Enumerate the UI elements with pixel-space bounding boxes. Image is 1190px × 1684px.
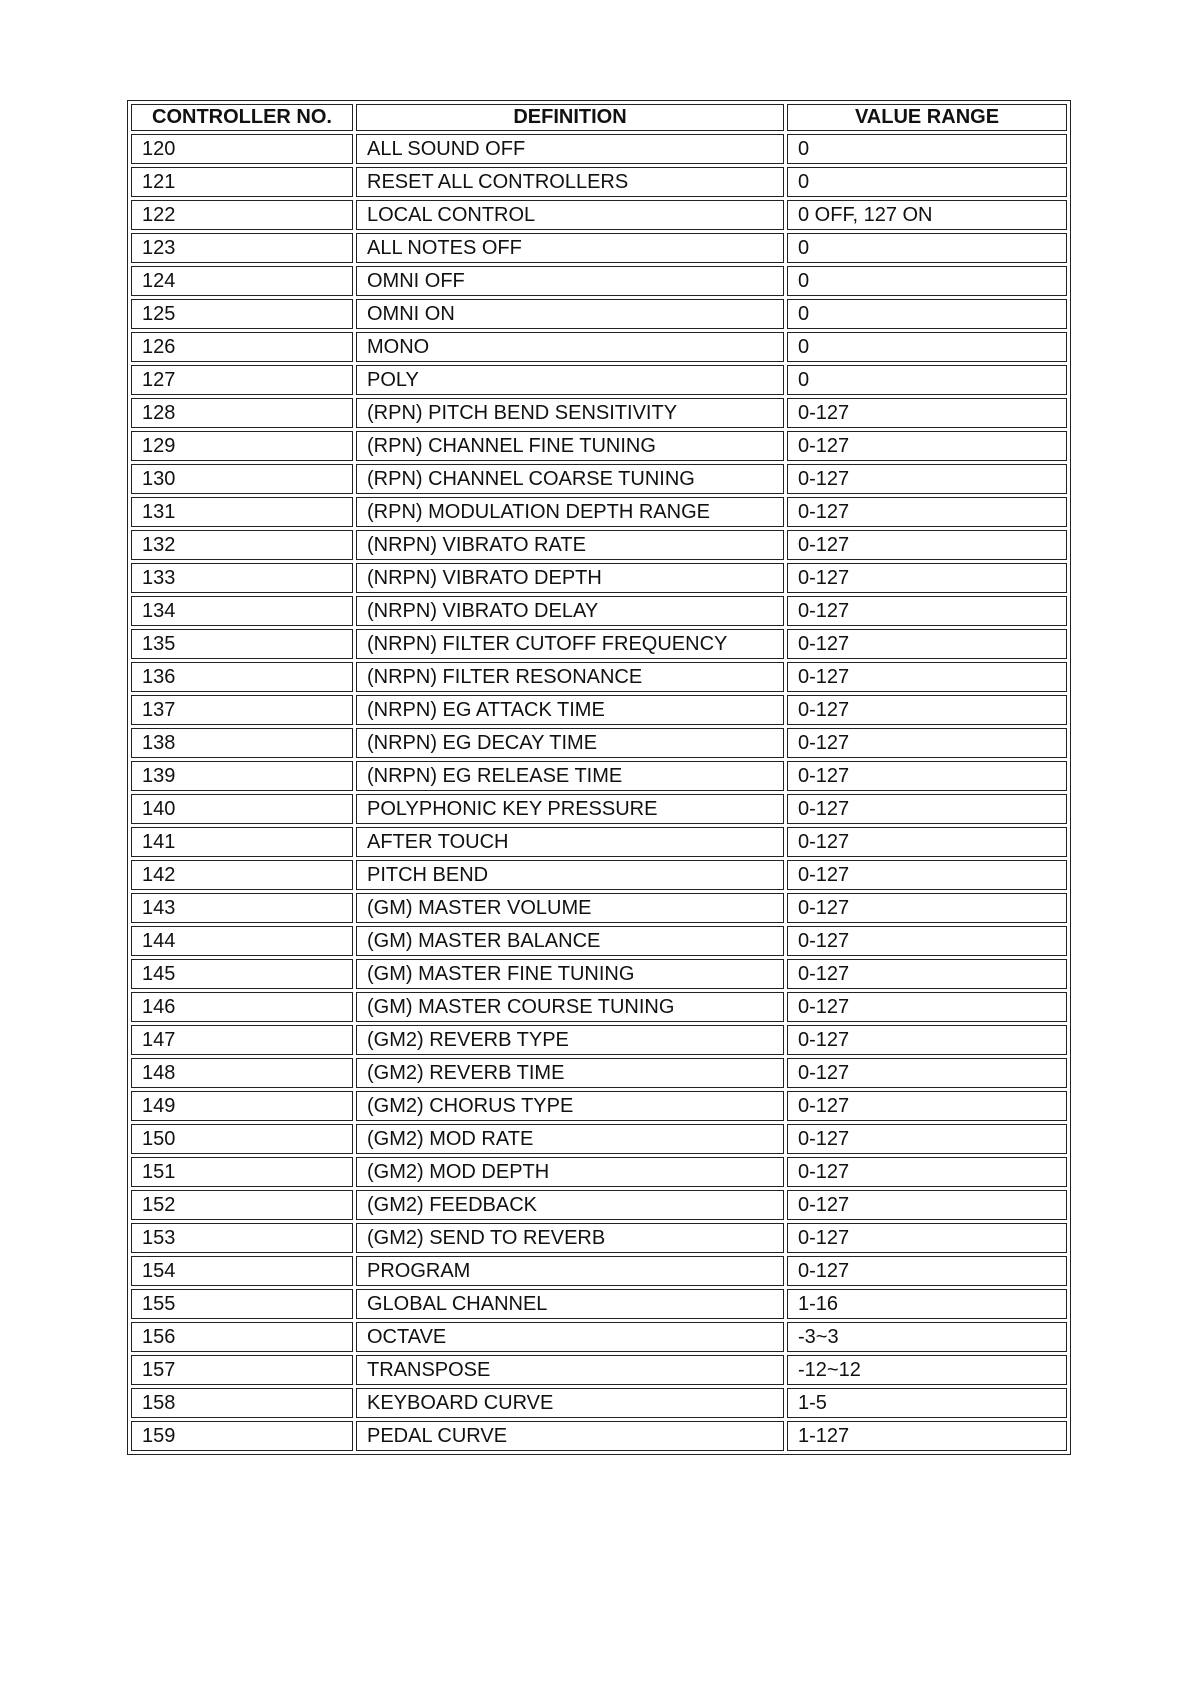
value-range-cell: 0-127	[787, 398, 1067, 428]
value-range-cell: -3~3	[787, 1322, 1067, 1352]
value-range-cell: 0	[787, 365, 1067, 395]
table-row	[131, 266, 1067, 296]
controller-no-cell: 140	[131, 794, 353, 824]
controller-no-cell: 144	[131, 926, 353, 956]
value-range-cell: 0-127	[787, 497, 1067, 527]
table-row	[131, 794, 1067, 824]
definition-cell: PITCH BEND	[356, 860, 784, 890]
value-range-cell: 0-127	[787, 464, 1067, 494]
value-range-cell: -12~12	[787, 1355, 1067, 1385]
controller-no-cell: 155	[131, 1289, 353, 1319]
controller-no-cell: 158	[131, 1388, 353, 1418]
definition-cell: PEDAL CURVE	[356, 1421, 784, 1451]
definition-cell: (GM) MASTER VOLUME	[356, 893, 784, 923]
definition-cell: (GM) MASTER COURSE TUNING	[356, 992, 784, 1022]
table-row	[131, 1421, 1067, 1451]
definition-cell: (NRPN) FILTER CUTOFF FREQUENCY	[356, 629, 784, 659]
value-range-cell: 0-127	[787, 1124, 1067, 1154]
definition-cell: (RPN) MODULATION DEPTH RANGE	[356, 497, 784, 527]
definition-cell: ALL NOTES OFF	[356, 233, 784, 263]
definition-cell: (GM2) MOD DEPTH	[356, 1157, 784, 1187]
value-range-cell: 0-127	[787, 728, 1067, 758]
table-row	[131, 431, 1067, 461]
controller-no-cell: 124	[131, 266, 353, 296]
controller-no-cell: 134	[131, 596, 353, 626]
value-range-cell: 0-127	[787, 596, 1067, 626]
controller-no-cell: 131	[131, 497, 353, 527]
value-range-cell: 0-127	[787, 431, 1067, 461]
definition-cell: OCTAVE	[356, 1322, 784, 1352]
definition-cell: (NRPN) EG RELEASE TIME	[356, 761, 784, 791]
value-range-cell: 0	[787, 299, 1067, 329]
table-row	[131, 365, 1067, 395]
table-row	[131, 134, 1067, 164]
value-range-cell: 0-127	[787, 695, 1067, 725]
value-range-cell: 1-16	[787, 1289, 1067, 1319]
controller-no-cell: 151	[131, 1157, 353, 1187]
table-row	[131, 959, 1067, 989]
definition-cell: (GM) MASTER BALANCE	[356, 926, 784, 956]
table-row	[131, 167, 1067, 197]
definition-cell: AFTER TOUCH	[356, 827, 784, 857]
table-row	[131, 827, 1067, 857]
table-row	[131, 1289, 1067, 1319]
controller-no-cell: 137	[131, 695, 353, 725]
controller-no-cell: 156	[131, 1322, 353, 1352]
controller-no-cell: 153	[131, 1223, 353, 1253]
controller-no-cell: 150	[131, 1124, 353, 1154]
table-body	[131, 134, 1067, 1451]
definition-cell: RESET ALL CONTROLLERS	[356, 167, 784, 197]
table-row	[131, 761, 1067, 791]
table-row	[131, 596, 1067, 626]
table-row	[131, 1190, 1067, 1220]
controller-no-cell: 125	[131, 299, 353, 329]
value-range-cell: 0-127	[787, 662, 1067, 692]
controller-no-cell: 135	[131, 629, 353, 659]
controller-no-cell: 147	[131, 1025, 353, 1055]
table-row	[131, 695, 1067, 725]
controller-no-cell: 145	[131, 959, 353, 989]
table-row	[131, 464, 1067, 494]
table-row	[131, 992, 1067, 1022]
controller-no-cell: 128	[131, 398, 353, 428]
definition-cell: (GM) MASTER FINE TUNING	[356, 959, 784, 989]
table-row	[131, 200, 1067, 230]
table-row	[131, 398, 1067, 428]
definition-cell: (GM2) MOD RATE	[356, 1124, 784, 1154]
controller-no-cell: 133	[131, 563, 353, 593]
definition-cell: (NRPN) FILTER RESONANCE	[356, 662, 784, 692]
value-range-cell: 0	[787, 134, 1067, 164]
value-range-cell: 0	[787, 167, 1067, 197]
table-row	[131, 1388, 1067, 1418]
table-row	[131, 299, 1067, 329]
table-header-row	[131, 104, 1067, 131]
controller-no-cell: 136	[131, 662, 353, 692]
definition-cell: (NRPN) EG DECAY TIME	[356, 728, 784, 758]
controller-no-cell: 122	[131, 200, 353, 230]
definition-cell: (NRPN) EG ATTACK TIME	[356, 695, 784, 725]
controller-no-cell: 130	[131, 464, 353, 494]
definition-cell: ALL SOUND OFF	[356, 134, 784, 164]
value-range-cell: 0-127	[787, 1256, 1067, 1286]
header-controller-no: CONTROLLER NO.	[131, 104, 353, 131]
value-range-cell: 0-127	[787, 926, 1067, 956]
controller-no-cell: 138	[131, 728, 353, 758]
table-row	[131, 926, 1067, 956]
table-row	[131, 1355, 1067, 1385]
controller-no-cell: 126	[131, 332, 353, 362]
definition-cell: MONO	[356, 332, 784, 362]
table-row	[131, 332, 1067, 362]
definition-cell: POLYPHONIC KEY PRESSURE	[356, 794, 784, 824]
table-row	[131, 530, 1067, 560]
value-range-cell: 1-127	[787, 1421, 1067, 1451]
table-row	[131, 1124, 1067, 1154]
definition-cell: (NRPN) VIBRATO DELAY	[356, 596, 784, 626]
table-row	[131, 1025, 1067, 1055]
value-range-cell: 0	[787, 233, 1067, 263]
value-range-cell: 0-127	[787, 563, 1067, 593]
table-row	[131, 563, 1067, 593]
controller-no-cell: 121	[131, 167, 353, 197]
table-row	[131, 1322, 1067, 1352]
header-definition: DEFINITION	[356, 104, 784, 131]
definition-cell: KEYBOARD CURVE	[356, 1388, 784, 1418]
definition-cell: PROGRAM	[356, 1256, 784, 1286]
table-row	[131, 1256, 1067, 1286]
controller-no-cell: 141	[131, 827, 353, 857]
controller-table	[127, 100, 1071, 1455]
value-range-cell: 0-127	[787, 794, 1067, 824]
definition-cell: (GM2) SEND TO REVERB	[356, 1223, 784, 1253]
value-range-cell: 0 OFF, 127 ON	[787, 200, 1067, 230]
table-row	[131, 233, 1067, 263]
table-row	[131, 662, 1067, 692]
value-range-cell: 0-127	[787, 1157, 1067, 1187]
controller-no-cell: 127	[131, 365, 353, 395]
controller-no-cell: 132	[131, 530, 353, 560]
controller-no-cell: 120	[131, 134, 353, 164]
definition-cell: (RPN) CHANNEL COARSE TUNING	[356, 464, 784, 494]
value-range-cell: 1-5	[787, 1388, 1067, 1418]
definition-cell: TRANSPOSE	[356, 1355, 784, 1385]
table-row	[131, 728, 1067, 758]
controller-no-cell: 129	[131, 431, 353, 461]
value-range-cell: 0-127	[787, 1091, 1067, 1121]
controller-no-cell: 149	[131, 1091, 353, 1121]
definition-cell: OMNI ON	[356, 299, 784, 329]
table-row	[131, 1157, 1067, 1187]
value-range-cell: 0-127	[787, 1058, 1067, 1088]
controller-no-cell: 148	[131, 1058, 353, 1088]
controller-no-cell: 152	[131, 1190, 353, 1220]
header-value-range: VALUE RANGE	[787, 104, 1067, 131]
table-row	[131, 893, 1067, 923]
value-range-cell: 0-127	[787, 893, 1067, 923]
controller-no-cell: 159	[131, 1421, 353, 1451]
definition-cell: GLOBAL CHANNEL	[356, 1289, 784, 1319]
definition-cell: (GM2) CHORUS TYPE	[356, 1091, 784, 1121]
value-range-cell: 0-127	[787, 530, 1067, 560]
value-range-cell: 0-127	[787, 860, 1067, 890]
definition-cell: (NRPN) VIBRATO DEPTH	[356, 563, 784, 593]
definition-cell: LOCAL CONTROL	[356, 200, 784, 230]
controller-no-cell: 142	[131, 860, 353, 890]
value-range-cell: 0-127	[787, 1190, 1067, 1220]
definition-cell: (GM2) REVERB TYPE	[356, 1025, 784, 1055]
controller-no-cell: 154	[131, 1256, 353, 1286]
value-range-cell: 0-127	[787, 1223, 1067, 1253]
value-range-cell: 0-127	[787, 827, 1067, 857]
value-range-cell: 0-127	[787, 959, 1067, 989]
value-range-cell: 0-127	[787, 761, 1067, 791]
controller-no-cell: 143	[131, 893, 353, 923]
definition-cell: (RPN) PITCH BEND SENSITIVITY	[356, 398, 784, 428]
table-row	[131, 629, 1067, 659]
definition-cell: (NRPN) VIBRATO RATE	[356, 530, 784, 560]
table-row	[131, 497, 1067, 527]
table-row	[131, 1058, 1067, 1088]
definition-cell: (GM2) FEEDBACK	[356, 1190, 784, 1220]
table-row	[131, 1091, 1067, 1121]
definition-cell: OMNI OFF	[356, 266, 784, 296]
controller-no-cell: 123	[131, 233, 353, 263]
definition-cell: (GM2) REVERB TIME	[356, 1058, 784, 1088]
value-range-cell: 0	[787, 332, 1067, 362]
value-range-cell: 0	[787, 266, 1067, 296]
controller-no-cell: 146	[131, 992, 353, 1022]
definition-cell: (RPN) CHANNEL FINE TUNING	[356, 431, 784, 461]
table-row	[131, 1223, 1067, 1253]
table-row	[131, 860, 1067, 890]
value-range-cell: 0-127	[787, 1025, 1067, 1055]
value-range-cell: 0-127	[787, 992, 1067, 1022]
controller-no-cell: 139	[131, 761, 353, 791]
value-range-cell: 0-127	[787, 629, 1067, 659]
definition-cell: POLY	[356, 365, 784, 395]
controller-no-cell: 157	[131, 1355, 353, 1385]
